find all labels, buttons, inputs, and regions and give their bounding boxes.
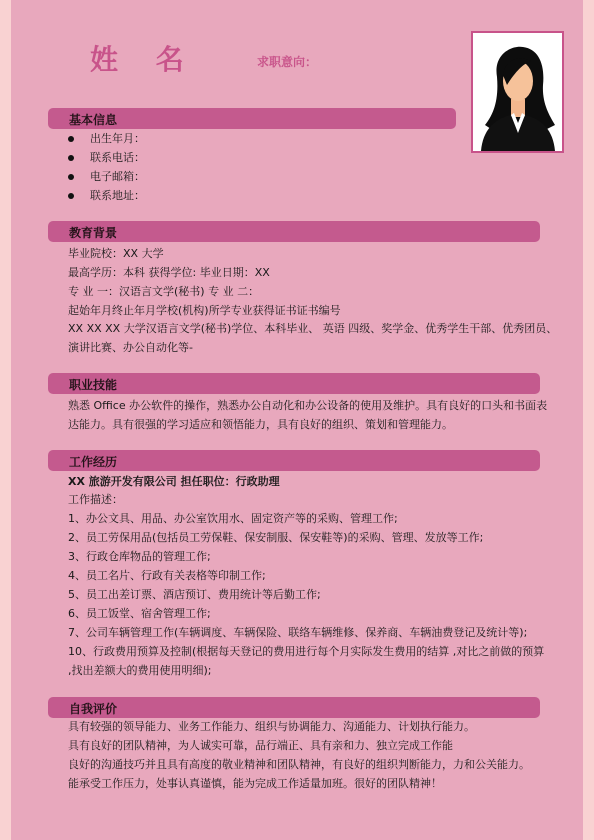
education-line: 最高学历：本科 获得学位: 毕业日期：XX (68, 266, 270, 279)
work-item: 6、员工饭堂、宿舍管理工作; (68, 607, 211, 620)
section-work (48, 450, 540, 471)
section-title: 教育背景 (69, 226, 118, 240)
skills-text: 熟悉 Office 办公软件的操作，熟悉办公自动化和办公设备的使用及维护。具有良好的口头和书面表达能力。具有很强的学习适应和领悟能力，具有良好的组织、策划和管理能力。 (68, 399, 548, 431)
section-title: 基本信息 (69, 113, 118, 127)
section-education (48, 221, 540, 242)
work-item: 10、行政费用预算及控制(根据每天登记的费用进行每个月实际发生费用的结算 ,对比之前做的预算 ,找出差额大的费用使用明细); (68, 645, 545, 677)
education-line: 毕业院校：XX 大学 (68, 247, 164, 260)
section-basic-info (48, 108, 456, 129)
work-item: 2、员工劳保用品(包括员工劳保鞋、保安制服、保安鞋等)的采购、管理、发放等工作; (68, 531, 484, 544)
list-item: 出生年月： (68, 132, 145, 146)
job-intent-label: 求职意向： (257, 55, 318, 69)
list-item: 联系电话： (68, 151, 145, 165)
work-item: 5、员工出差订票、酒店预订、费用统计等后勤工作; (68, 588, 321, 601)
work-item: 3、行政仓库物品的管理工作; (68, 550, 211, 563)
avatar (471, 31, 564, 153)
work-item: 7、公司车辆管理工作(车辆调度、车辆保险、联络车辆维修、保养商、车辆油费登记及统计等); (68, 626, 528, 639)
evaluation-line: 良好的沟通技巧并且具有高度的敬业精神和团队精神，有良好的组织判断能力，力和公关能力。 (68, 758, 530, 771)
section-title: 职业技能 (69, 378, 118, 392)
education-line: 起始年月终止年月学校(机构)所学专业获得证书证书编号 (68, 304, 341, 317)
evaluation-line: 具有较强的领导能力、业务工作能力、组织与协调能力、沟通能力、计划执行能力。 (68, 720, 475, 733)
avatar-portrait-icon (473, 33, 562, 151)
section-skills (48, 373, 540, 394)
resume-name: 姓 名 (90, 43, 198, 76)
work-company: XX 旅游开发有限公司 担任职位：行政助理 (68, 475, 280, 488)
work-item: 1、办公文具、用品、办公室饮用水、固定资产等的采购、管理工作; (68, 512, 398, 525)
resume-page (11, 0, 583, 840)
list-item: 电子邮箱： (68, 170, 145, 184)
education-line: 专 业 一：汉语言文学(秘书) 专 业 二： (68, 285, 260, 298)
section-title: 自我评价 (69, 702, 118, 716)
education-line: 演讲比赛、办公自动化等- (68, 341, 193, 354)
work-desc-label: 工作描述： (68, 493, 123, 506)
work-item: 4、员工名片、行政有关表格等印制工作; (68, 569, 266, 582)
education-line: XX XX XX 大学汉语言文学(秘书)学位、本科毕业、 英语 四级、奖学金、优秀学生干部、优秀团员、 (68, 322, 558, 335)
evaluation-line: 能承受工作压力，处事认真谨慎，能为完成工作适量加班。很好的团队精神！ (68, 777, 442, 790)
section-title: 工作经历 (69, 455, 118, 469)
evaluation-line: 具有良好的团队精神，为人诚实可靠，品行端正、具有亲和力、独立完成工作能 (68, 739, 453, 752)
section-evaluation (48, 697, 540, 718)
list-item: 联系地址： (68, 189, 145, 203)
